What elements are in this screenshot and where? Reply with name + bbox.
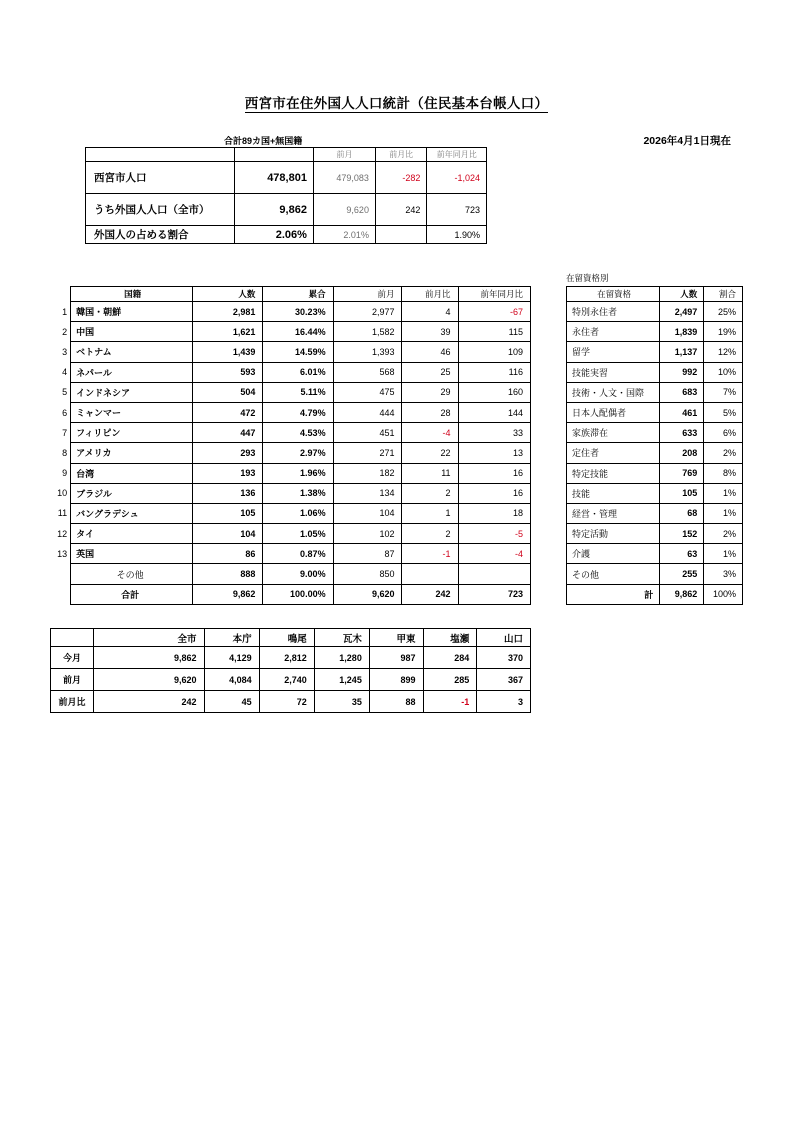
summary-row-yoy: 1.90% — [427, 226, 487, 244]
row-share: 1.06% — [263, 503, 333, 523]
as-of-date: 2026年4月1日現在 — [643, 135, 731, 147]
table-row — [567, 443, 743, 463]
row-area-value: 4,084 — [204, 669, 259, 691]
row-area-value: 4,129 — [204, 647, 259, 669]
row-nationality: その他 — [71, 564, 193, 584]
row-total-people: 9,862 — [193, 584, 263, 604]
row-people: 1,439 — [193, 342, 263, 362]
row-area-value: 284 — [423, 647, 477, 669]
row-status-count: 1,839 — [660, 322, 704, 342]
row-yoy: -5 — [458, 524, 530, 544]
row-status-pct: 2% — [704, 443, 743, 463]
row-rank: 12 — [57, 528, 68, 539]
row-status-pct: 8% — [704, 463, 743, 483]
row-prev: 87 — [333, 544, 402, 564]
row-area-value: 367 — [477, 669, 531, 691]
row-share: 2.97% — [263, 443, 333, 463]
row-status-count: 2,497 — [660, 302, 704, 322]
table-row — [50, 287, 531, 302]
row-status-name: 特別永住者 — [567, 302, 660, 322]
table-row — [567, 362, 743, 382]
row-prev: 475 — [333, 382, 402, 402]
row-people: 105 — [193, 503, 263, 523]
summary-row-label: 西宮市人口 — [86, 162, 235, 194]
col-header-honcho: 本庁 — [204, 629, 259, 647]
row-nationality: ミャンマー — [71, 402, 193, 422]
row-area-label: 前月 — [51, 669, 94, 691]
row-nationality: 英国 — [71, 544, 193, 564]
row-area-value: 987 — [369, 647, 423, 669]
summary-row-prev: 479,083 — [313, 162, 375, 194]
summary-row-current: 478,801 — [234, 162, 313, 194]
row-yoy: -67 — [458, 302, 530, 322]
table-row — [50, 402, 531, 422]
row-status-count: 769 — [660, 463, 704, 483]
summary-row-yoy: 723 — [427, 194, 487, 226]
row-share: 1.96% — [263, 463, 333, 483]
row-nationality: インドネシア — [71, 382, 193, 402]
row-status-pct: 1% — [704, 503, 743, 523]
summary-row-yoy: -1,024 — [427, 162, 487, 194]
col-header-mom: 前月比 — [402, 287, 458, 302]
row-nationality: バングラデシュ — [71, 503, 193, 523]
row-mom: 46 — [402, 342, 458, 362]
row-nationality: 中国 — [71, 322, 193, 342]
row-status-count: 105 — [660, 483, 704, 503]
row-nationality: 台湾 — [71, 463, 193, 483]
row-yoy: 33 — [458, 423, 530, 443]
table-row — [50, 443, 531, 463]
row-status-pct: 3% — [704, 564, 743, 584]
row-share: 16.44% — [263, 322, 333, 342]
row-status-name: 特定活動 — [567, 524, 660, 544]
row-status-total-pct: 100% — [704, 584, 743, 604]
table-row — [50, 382, 531, 402]
row-status-name: 永住者 — [567, 322, 660, 342]
row-total-mom: 242 — [402, 584, 458, 604]
row-status-name: 日本人配偶者 — [567, 402, 660, 422]
summary-row-mom: 242 — [375, 194, 426, 226]
row-rank: 8 — [62, 447, 68, 458]
row-status-name: 技術・人文・国際 — [567, 382, 660, 402]
row-status-pct: 25% — [704, 302, 743, 322]
col-header-share: 累合 — [263, 287, 333, 302]
row-yoy — [458, 564, 530, 584]
row-area-all: 9,620 — [94, 669, 204, 691]
table-row — [567, 423, 743, 443]
row-people: 593 — [193, 362, 263, 382]
col-header-kawaragi: 瓦木 — [314, 629, 369, 647]
row-status-name: その他 — [567, 564, 660, 584]
row-share: 0.87% — [263, 544, 333, 564]
row-mom: 11 — [402, 463, 458, 483]
row-people: 293 — [193, 443, 263, 463]
row-yoy: 115 — [458, 322, 530, 342]
table-row — [567, 503, 743, 523]
col-header-people: 人数 — [193, 287, 263, 302]
row-people: 1,621 — [193, 322, 263, 342]
row-prev: 444 — [333, 402, 402, 422]
col-header-prev: 前月 — [333, 287, 402, 302]
table-row — [567, 463, 743, 483]
row-rank: 2 — [62, 326, 68, 337]
total-countries-note: 合計89カ国+無国籍 — [224, 136, 303, 146]
row-mom: -4 — [402, 423, 458, 443]
row-status-total-label: 計 — [567, 584, 660, 604]
row-people: 888 — [193, 564, 263, 584]
col-header-all-city: 全市 — [94, 629, 204, 647]
row-yoy: 109 — [458, 342, 530, 362]
row-yoy: -4 — [458, 544, 530, 564]
row-people: 193 — [193, 463, 263, 483]
row-area-value: 899 — [369, 669, 423, 691]
row-rank — [50, 584, 71, 604]
col-header-count: 人数 — [660, 287, 704, 302]
col-header-nationality: 国籍 — [71, 287, 193, 302]
row-status-name: 技能実習 — [567, 362, 660, 382]
table-row — [50, 564, 531, 584]
table-row — [567, 342, 743, 362]
row-yoy: 16 — [458, 463, 530, 483]
summary-header-blank — [86, 148, 235, 162]
table-row — [50, 524, 531, 544]
col-header-pct: 割合 — [704, 287, 743, 302]
row-rank: 5 — [62, 387, 68, 398]
row-status-name: 特定技能 — [567, 463, 660, 483]
row-total-prev: 9,620 — [333, 584, 402, 604]
col-header-yoy: 前年同月比 — [458, 287, 530, 302]
row-nationality: フィリピン — [71, 423, 193, 443]
table-row — [50, 544, 531, 564]
row-people: 2,981 — [193, 302, 263, 322]
row-status-total-count: 9,862 — [660, 584, 704, 604]
row-area-all: 9,862 — [94, 647, 204, 669]
nationality-table — [50, 286, 531, 605]
row-share: 5.11% — [263, 382, 333, 402]
row-mom: 2 — [402, 524, 458, 544]
row-rank: 6 — [62, 407, 68, 418]
row-status-count: 68 — [660, 503, 704, 523]
row-prev: 1,582 — [333, 322, 402, 342]
table-row — [51, 647, 531, 669]
table-row — [50, 342, 531, 362]
row-people: 472 — [193, 402, 263, 422]
table-row — [50, 503, 531, 523]
row-status-count: 1,137 — [660, 342, 704, 362]
summary-row-mom — [375, 226, 426, 244]
summary-row-prev: 2.01% — [313, 226, 375, 244]
row-share: 1.05% — [263, 524, 333, 544]
row-mom: 22 — [402, 443, 458, 463]
table-row — [567, 584, 743, 604]
row-mom: 39 — [402, 322, 458, 342]
row-people: 86 — [193, 544, 263, 564]
table-row — [50, 584, 531, 604]
row-prev: 2,977 — [333, 302, 402, 322]
table-row — [567, 322, 743, 342]
row-status-name: 技能 — [567, 483, 660, 503]
row-area-value: 1,280 — [314, 647, 369, 669]
summary-row-mom: -282 — [375, 162, 426, 194]
row-total-label: 合計 — [71, 584, 193, 604]
col-header-naruo: 鳴尾 — [259, 629, 314, 647]
row-prev: 451 — [333, 423, 402, 443]
row-area-value: 370 — [477, 647, 531, 669]
row-area-value: 72 — [259, 691, 314, 713]
summary-row-current: 2.06% — [234, 226, 313, 244]
row-people: 504 — [193, 382, 263, 402]
row-prev: 1,393 — [333, 342, 402, 362]
row-status-pct: 1% — [704, 544, 743, 564]
row-nationality: ベトナム — [71, 342, 193, 362]
table-row — [567, 564, 743, 584]
row-status-pct: 10% — [704, 362, 743, 382]
row-prev: 271 — [333, 443, 402, 463]
row-nationality: ネパール — [71, 362, 193, 382]
table-row — [51, 629, 531, 647]
row-rank: 10 — [57, 488, 68, 499]
row-nationality: アメリカ — [71, 443, 193, 463]
row-area-value: 2,740 — [259, 669, 314, 691]
table-row — [567, 302, 743, 322]
row-rank: 3 — [62, 346, 68, 357]
row-status-count: 683 — [660, 382, 704, 402]
row-share: 4.53% — [263, 423, 333, 443]
row-prev: 182 — [333, 463, 402, 483]
table-row — [86, 194, 487, 226]
row-rank: 9 — [62, 468, 68, 479]
row-share: 4.79% — [263, 402, 333, 422]
row-prev: 850 — [333, 564, 402, 584]
row-area-value: 45 — [204, 691, 259, 713]
row-status-count: 208 — [660, 443, 704, 463]
table-row — [50, 302, 531, 322]
row-status-count: 461 — [660, 402, 704, 422]
table-row — [86, 162, 487, 194]
table-row — [567, 402, 743, 422]
summary-row-prev: 9,620 — [313, 194, 375, 226]
status-of-residence-table — [566, 286, 743, 605]
status-table-caption: 在留資格別 — [566, 273, 609, 283]
row-rank: 11 — [57, 508, 68, 519]
table-row — [50, 463, 531, 483]
row-mom: 25 — [402, 362, 458, 382]
row-status-pct: 1% — [704, 483, 743, 503]
table-row — [50, 322, 531, 342]
row-nationality: 韓国・朝鮮 — [71, 302, 193, 322]
row-status-pct: 19% — [704, 322, 743, 342]
row-rank — [50, 564, 71, 584]
col-header-yamaguchi: 山口 — [477, 629, 531, 647]
table-row — [86, 226, 487, 244]
row-share: 9.00% — [263, 564, 333, 584]
col-header-blank — [51, 629, 94, 647]
area-breakdown-table — [50, 628, 531, 713]
row-nationality: タイ — [71, 524, 193, 544]
row-mom: 29 — [402, 382, 458, 402]
row-total-yoy: 723 — [458, 584, 530, 604]
summary-table — [85, 147, 487, 244]
summary-header-yoy: 前年同月比 — [427, 148, 487, 162]
row-yoy: 18 — [458, 503, 530, 523]
row-share: 14.59% — [263, 342, 333, 362]
row-prev: 568 — [333, 362, 402, 382]
row-yoy: 144 — [458, 402, 530, 422]
table-row — [567, 483, 743, 503]
row-prev: 104 — [333, 503, 402, 523]
table-row — [51, 669, 531, 691]
summary-row-label: うち外国人人口（全市） — [86, 194, 235, 226]
summary-header-mom: 前月比 — [375, 148, 426, 162]
row-area-all: 242 — [94, 691, 204, 713]
summary-header-current — [234, 148, 313, 162]
table-row — [567, 382, 743, 402]
table-row — [50, 483, 531, 503]
row-yoy: 160 — [458, 382, 530, 402]
row-area-value: 285 — [423, 669, 477, 691]
row-status-name: 留学 — [567, 342, 660, 362]
row-yoy: 116 — [458, 362, 530, 382]
row-people: 447 — [193, 423, 263, 443]
row-yoy: 13 — [458, 443, 530, 463]
row-people: 104 — [193, 524, 263, 544]
row-status-pct: 5% — [704, 402, 743, 422]
row-area-value: -1 — [423, 691, 477, 713]
table-row — [86, 148, 487, 162]
row-status-pct: 6% — [704, 423, 743, 443]
row-status-count: 255 — [660, 564, 704, 584]
row-area-value: 35 — [314, 691, 369, 713]
col-header-status: 在留資格 — [567, 287, 660, 302]
summary-header-prev: 前月 — [313, 148, 375, 162]
table-row — [567, 524, 743, 544]
row-area-value: 88 — [369, 691, 423, 713]
summary-row-label: 外国人の占める割合 — [86, 226, 235, 244]
row-rank: 13 — [57, 548, 68, 559]
row-area-value: 3 — [477, 691, 531, 713]
table-row — [51, 691, 531, 713]
row-mom — [402, 564, 458, 584]
table-row — [567, 544, 743, 564]
row-total-share: 100.00% — [263, 584, 333, 604]
row-area-value: 2,812 — [259, 647, 314, 669]
table-row — [567, 287, 743, 302]
row-share: 1.38% — [263, 483, 333, 503]
table-row — [50, 423, 531, 443]
summary-row-current: 9,862 — [234, 194, 313, 226]
row-status-count: 63 — [660, 544, 704, 564]
row-status-name: 介護 — [567, 544, 660, 564]
row-mom: 1 — [402, 503, 458, 523]
row-status-name: 定住者 — [567, 443, 660, 463]
table-row — [50, 362, 531, 382]
row-rank: 4 — [62, 367, 68, 378]
row-yoy: 16 — [458, 483, 530, 503]
row-people: 136 — [193, 483, 263, 503]
row-status-name: 家族滞在 — [567, 423, 660, 443]
row-status-name: 経営・管理 — [567, 503, 660, 523]
col-header-shiose: 塩瀬 — [423, 629, 477, 647]
row-status-count: 992 — [660, 362, 704, 382]
row-rank: 1 — [62, 306, 68, 317]
row-area-label: 前月比 — [51, 691, 94, 713]
row-mom: 28 — [402, 402, 458, 422]
row-area-value: 1,245 — [314, 669, 369, 691]
row-status-pct: 7% — [704, 382, 743, 402]
row-share: 30.23% — [263, 302, 333, 322]
row-status-pct: 12% — [704, 342, 743, 362]
row-rank: 7 — [62, 427, 68, 438]
row-status-count: 152 — [660, 524, 704, 544]
row-status-count: 633 — [660, 423, 704, 443]
col-header-koto: 甲東 — [369, 629, 423, 647]
row-prev: 102 — [333, 524, 402, 544]
row-mom: 2 — [402, 483, 458, 503]
row-mom: -1 — [402, 544, 458, 564]
row-mom: 4 — [402, 302, 458, 322]
row-nationality: ブラジル — [71, 483, 193, 503]
row-prev: 134 — [333, 483, 402, 503]
row-share: 6.01% — [263, 362, 333, 382]
rank-header — [50, 287, 71, 302]
row-area-label: 今月 — [51, 647, 94, 669]
page-title: 西宮市在住外国人人口統計（住民基本台帳人口） — [244, 96, 549, 111]
row-status-pct: 2% — [704, 524, 743, 544]
